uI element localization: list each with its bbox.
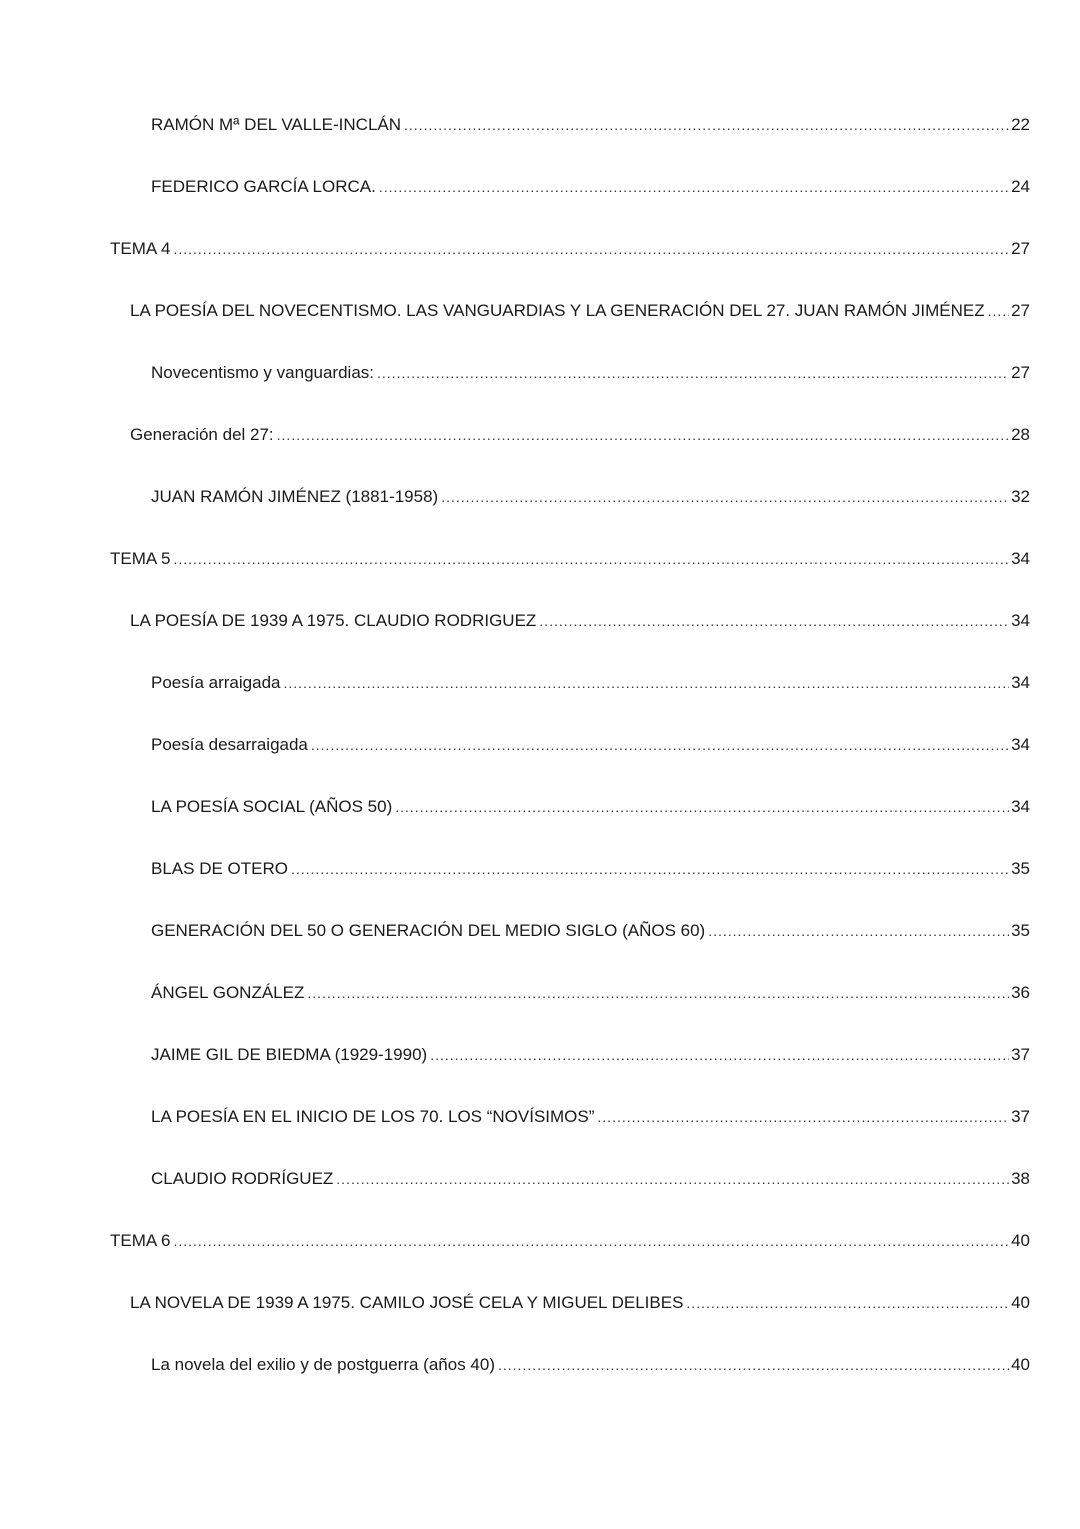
dot-leader: [277, 423, 1009, 447]
toc-entry-title: LA NOVELA DE 1939 A 1975. CAMILO JOSÉ CELA Y MIGUEL DELIBES: [130, 1293, 684, 1312]
toc-entry-title: Poesía desarraigada: [151, 735, 308, 754]
dot-leader: [377, 361, 1009, 385]
dot-leader: [173, 237, 1009, 261]
toc-entry[interactable]: [151, 175, 1030, 199]
toc-entry-title: TEMA 5: [110, 549, 171, 568]
dot-leader: [173, 1229, 1009, 1253]
toc-entry[interactable]: [110, 547, 1030, 571]
toc-entry-page: 37: [1011, 1045, 1030, 1064]
toc-entry-page: 34: [1011, 797, 1030, 816]
dot-leader: [379, 175, 1009, 199]
toc-entry-title: FEDERICO GARCÍA LORCA.: [151, 177, 376, 196]
toc-entry-page: 40: [1011, 1231, 1030, 1250]
toc-entry-page: 32: [1011, 487, 1030, 506]
toc-entry-page: 37: [1011, 1107, 1030, 1126]
toc-entry-title: CLAUDIO RODRÍGUEZ: [151, 1169, 334, 1188]
toc-entry[interactable]: [151, 113, 1030, 137]
toc-entry-title: Generación del 27:: [130, 425, 274, 444]
toc-entry-page: 34: [1011, 611, 1030, 630]
toc-entry-page: 35: [1011, 859, 1030, 878]
toc-entry[interactable]: [110, 237, 1030, 261]
dot-leader: [395, 795, 1009, 819]
toc-entry[interactable]: [151, 1105, 1030, 1129]
toc-entry-page: 27: [1011, 239, 1030, 258]
toc-entry[interactable]: [151, 795, 1030, 819]
toc-entry[interactable]: [151, 733, 1030, 757]
dot-leader: [498, 1353, 1009, 1377]
dot-leader: [307, 981, 1009, 1005]
toc-entry[interactable]: [151, 485, 1030, 509]
dot-leader: [311, 733, 1009, 757]
toc-entry[interactable]: [130, 609, 1030, 633]
toc-entry-page: 35: [1011, 921, 1030, 940]
toc-entry-page: 40: [1011, 1293, 1030, 1312]
dot-leader: [283, 671, 1009, 695]
toc-entry[interactable]: [151, 981, 1030, 1005]
toc-entry-title: JUAN RAMÓN JIMÉNEZ (1881-1958): [151, 487, 439, 506]
toc-entry[interactable]: [151, 671, 1030, 695]
dot-leader: [539, 609, 1009, 633]
toc-entry-page: 36: [1011, 983, 1030, 1002]
toc-entry-title: Novecentismo y vanguardias:: [151, 363, 375, 382]
dot-leader: [336, 1167, 1009, 1191]
toc-entry-title: Poesía arraigada: [151, 673, 281, 692]
toc-entry[interactable]: [151, 1353, 1030, 1377]
toc-entry-page: 27: [1011, 301, 1030, 320]
dot-leader: [173, 547, 1009, 571]
dot-leader: [430, 1043, 1009, 1067]
toc-entry-page: 34: [1011, 735, 1030, 754]
toc-entry-page: 28: [1011, 425, 1030, 444]
dot-leader: [291, 857, 1009, 881]
dot-leader: [441, 485, 1009, 509]
dot-leader: [597, 1105, 1009, 1129]
toc-entry-title: La novela del exilio y de postguerra (años 40): [151, 1355, 495, 1374]
toc-entry-page: 27: [1011, 363, 1030, 382]
toc-entry-title: JAIME GIL DE BIEDMA (1929-1990): [151, 1045, 428, 1064]
toc-entry[interactable]: [151, 857, 1030, 881]
toc-entry-title: ÁNGEL GONZÁLEZ: [151, 983, 305, 1002]
toc-entry-title: GENERACIÓN DEL 50 O GENERACIÓN DEL MEDIO SIGLO (AÑOS 60): [151, 921, 706, 940]
toc-entry-title: BLAS DE OTERO: [151, 859, 288, 878]
toc-entry[interactable]: [130, 423, 1030, 447]
toc-entry-title: TEMA 4: [110, 239, 171, 258]
toc-entry[interactable]: [151, 361, 1030, 385]
toc-entry-page: 40: [1011, 1355, 1030, 1374]
toc-entry-page: 38: [1011, 1169, 1030, 1188]
dot-leader: [686, 1291, 1009, 1315]
toc-entry[interactable]: [110, 1229, 1030, 1253]
dot-leader: [404, 113, 1009, 137]
toc-entry-title: LA POESÍA SOCIAL (AÑOS 50): [151, 797, 393, 816]
toc-entry[interactable]: [151, 919, 1030, 943]
toc-entry[interactable]: [130, 1291, 1030, 1315]
toc-entry-title: LA POESÍA DE 1939 A 1975. CLAUDIO RODRIGUEZ: [130, 611, 537, 630]
toc-entry[interactable]: [151, 1043, 1030, 1067]
dot-leader: [988, 299, 1009, 323]
toc-entry-title: LA POESÍA EN EL INICIO DE LOS 70. LOS “NOVÍSIMOS”: [151, 1107, 595, 1126]
toc-entry-title: RAMÓN Mª DEL VALLE-INCLÁN: [151, 115, 402, 134]
toc-entry-title: TEMA 6: [110, 1231, 171, 1250]
toc-entry-title: LA POESÍA DEL NOVECENTISMO. LAS VANGUARDIAS Y LA GENERACIÓN DEL 27. JUAN RAMÓN JIMÉNEZ: [130, 301, 985, 320]
dot-leader: [708, 919, 1009, 943]
toc-entry-page: 24: [1011, 177, 1030, 196]
toc-entry-page: 34: [1011, 549, 1030, 568]
toc-entry-page: 22: [1011, 115, 1030, 134]
toc-entry[interactable]: [130, 299, 1030, 323]
toc-entry-page: 34: [1011, 673, 1030, 692]
toc-entry[interactable]: [151, 1167, 1030, 1191]
